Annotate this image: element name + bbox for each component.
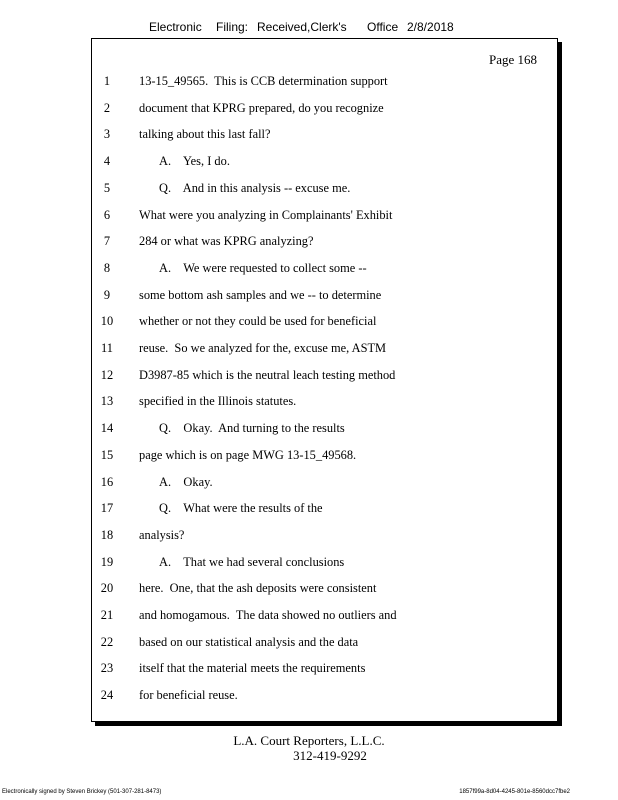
line-number: 11	[101, 341, 113, 355]
line-text: Q. And in this analysis -- excuse me.	[159, 180, 351, 195]
line-text: A. We were requested to collect some --	[159, 260, 367, 275]
line-text: talking about this last fall?	[139, 127, 271, 142]
transcript-line	[92, 448, 557, 468]
transcript-line	[92, 635, 557, 655]
transcript-line	[92, 421, 557, 441]
transcript-line	[92, 555, 557, 575]
line-text: whether or not they could be used for beneficial	[139, 314, 377, 329]
stamp-word-electronic: Electronic	[149, 20, 202, 34]
transcript-line	[92, 608, 557, 628]
line-text: itself that the material meets the requirements	[139, 661, 366, 676]
line-number: 4	[103, 154, 111, 169]
line-text: and homogamous. The data showed no outliers and	[139, 608, 397, 622]
line-number: 18	[100, 527, 114, 542]
line-number: 7	[103, 234, 111, 249]
line-text: Q. What were the results of the	[159, 501, 323, 516]
line-text: A. Yes, I do.	[159, 154, 230, 169]
transcript-line	[92, 528, 557, 548]
transcript-line	[92, 288, 557, 308]
signature-right: 1857f99a-8d04-4245-801e-8560dcc7fbe2	[459, 789, 570, 795]
line-number: 24	[100, 688, 114, 703]
transcript-line	[92, 127, 557, 147]
line-number: 3	[103, 127, 111, 142]
line-number: 2	[103, 100, 111, 115]
stamp-word-office: Office	[367, 20, 399, 34]
transcript-line	[92, 501, 557, 521]
line-text: reuse. So we analyzed for the, excuse me, ASTM	[139, 341, 387, 355]
transcript-line	[92, 394, 557, 414]
stamp-word-received: Received,Clerk's	[257, 20, 347, 34]
line-text: page which is on page MWG 13-15_49568.	[139, 447, 357, 462]
transcript-line	[92, 261, 557, 281]
transcript-line	[92, 581, 557, 601]
line-number: 5	[103, 180, 111, 195]
line-text: specified in the Illinois statutes.	[139, 394, 297, 409]
stamp-word-filing: Filing:	[216, 20, 249, 34]
line-number: 20	[100, 581, 114, 596]
line-text: A. That we had several conclusions	[159, 554, 345, 569]
stamp-date: 2/8/2018	[407, 20, 454, 34]
line-text: here. One, that the ash deposits were consistent	[139, 581, 377, 596]
line-number: 17	[100, 501, 114, 516]
line-text: based on our statistical analysis and the data	[139, 634, 359, 649]
transcript-line	[92, 661, 557, 681]
line-number: 22	[100, 634, 114, 649]
reporter-company: L.A. Court Reporters, L.L.C.	[233, 733, 385, 748]
transcript-line	[92, 688, 557, 708]
transcript-page	[91, 38, 558, 722]
line-text: analysis?	[139, 527, 185, 542]
line-number: 15	[100, 447, 114, 462]
line-text: 284 or what was KPRG analyzing?	[139, 234, 314, 249]
transcript-line	[92, 314, 557, 334]
line-number: 10	[100, 314, 114, 329]
transcript-line	[92, 181, 557, 201]
line-number: 23	[100, 661, 114, 676]
line-text: 13-15_49565. This is CCB determination support	[139, 74, 388, 88]
transcript-line	[92, 208, 557, 228]
transcript-line	[92, 74, 557, 94]
signature-left: Electronically signed by Steven Brickey (501-307-281-8473)	[2, 789, 162, 795]
line-text: for beneficial reuse.	[139, 688, 238, 703]
transcript-line	[92, 475, 557, 495]
line-text: Q. Okay. And turning to the results	[159, 421, 345, 436]
line-number: 12	[100, 367, 114, 382]
transcript-line	[92, 368, 557, 388]
transcript-line	[92, 234, 557, 254]
line-number: 6	[103, 207, 111, 222]
line-text: D3987-85 which is the neutral leach testing method	[139, 367, 396, 382]
reporter-phone: 312-419-9292	[293, 748, 367, 763]
line-number: 14	[100, 421, 114, 436]
line-number: 8	[103, 260, 111, 275]
line-text: What were you analyzing in Complainants' Exhibit	[139, 207, 393, 222]
line-text: A. Okay.	[159, 474, 213, 489]
line-number: 19	[100, 554, 114, 569]
line-number: 1	[103, 74, 111, 88]
transcript-line	[92, 101, 557, 121]
line-text: some bottom ash samples and we -- to determine	[139, 287, 382, 302]
line-text: document that KPRG prepared, do you recognize	[139, 100, 384, 115]
transcript-line	[92, 341, 557, 361]
line-number: 21	[100, 608, 114, 622]
page-number: Page 168	[488, 52, 537, 67]
transcript-line	[92, 154, 557, 174]
line-number: 9	[103, 287, 111, 302]
line-number: 13	[100, 394, 114, 409]
line-number: 16	[100, 474, 114, 489]
